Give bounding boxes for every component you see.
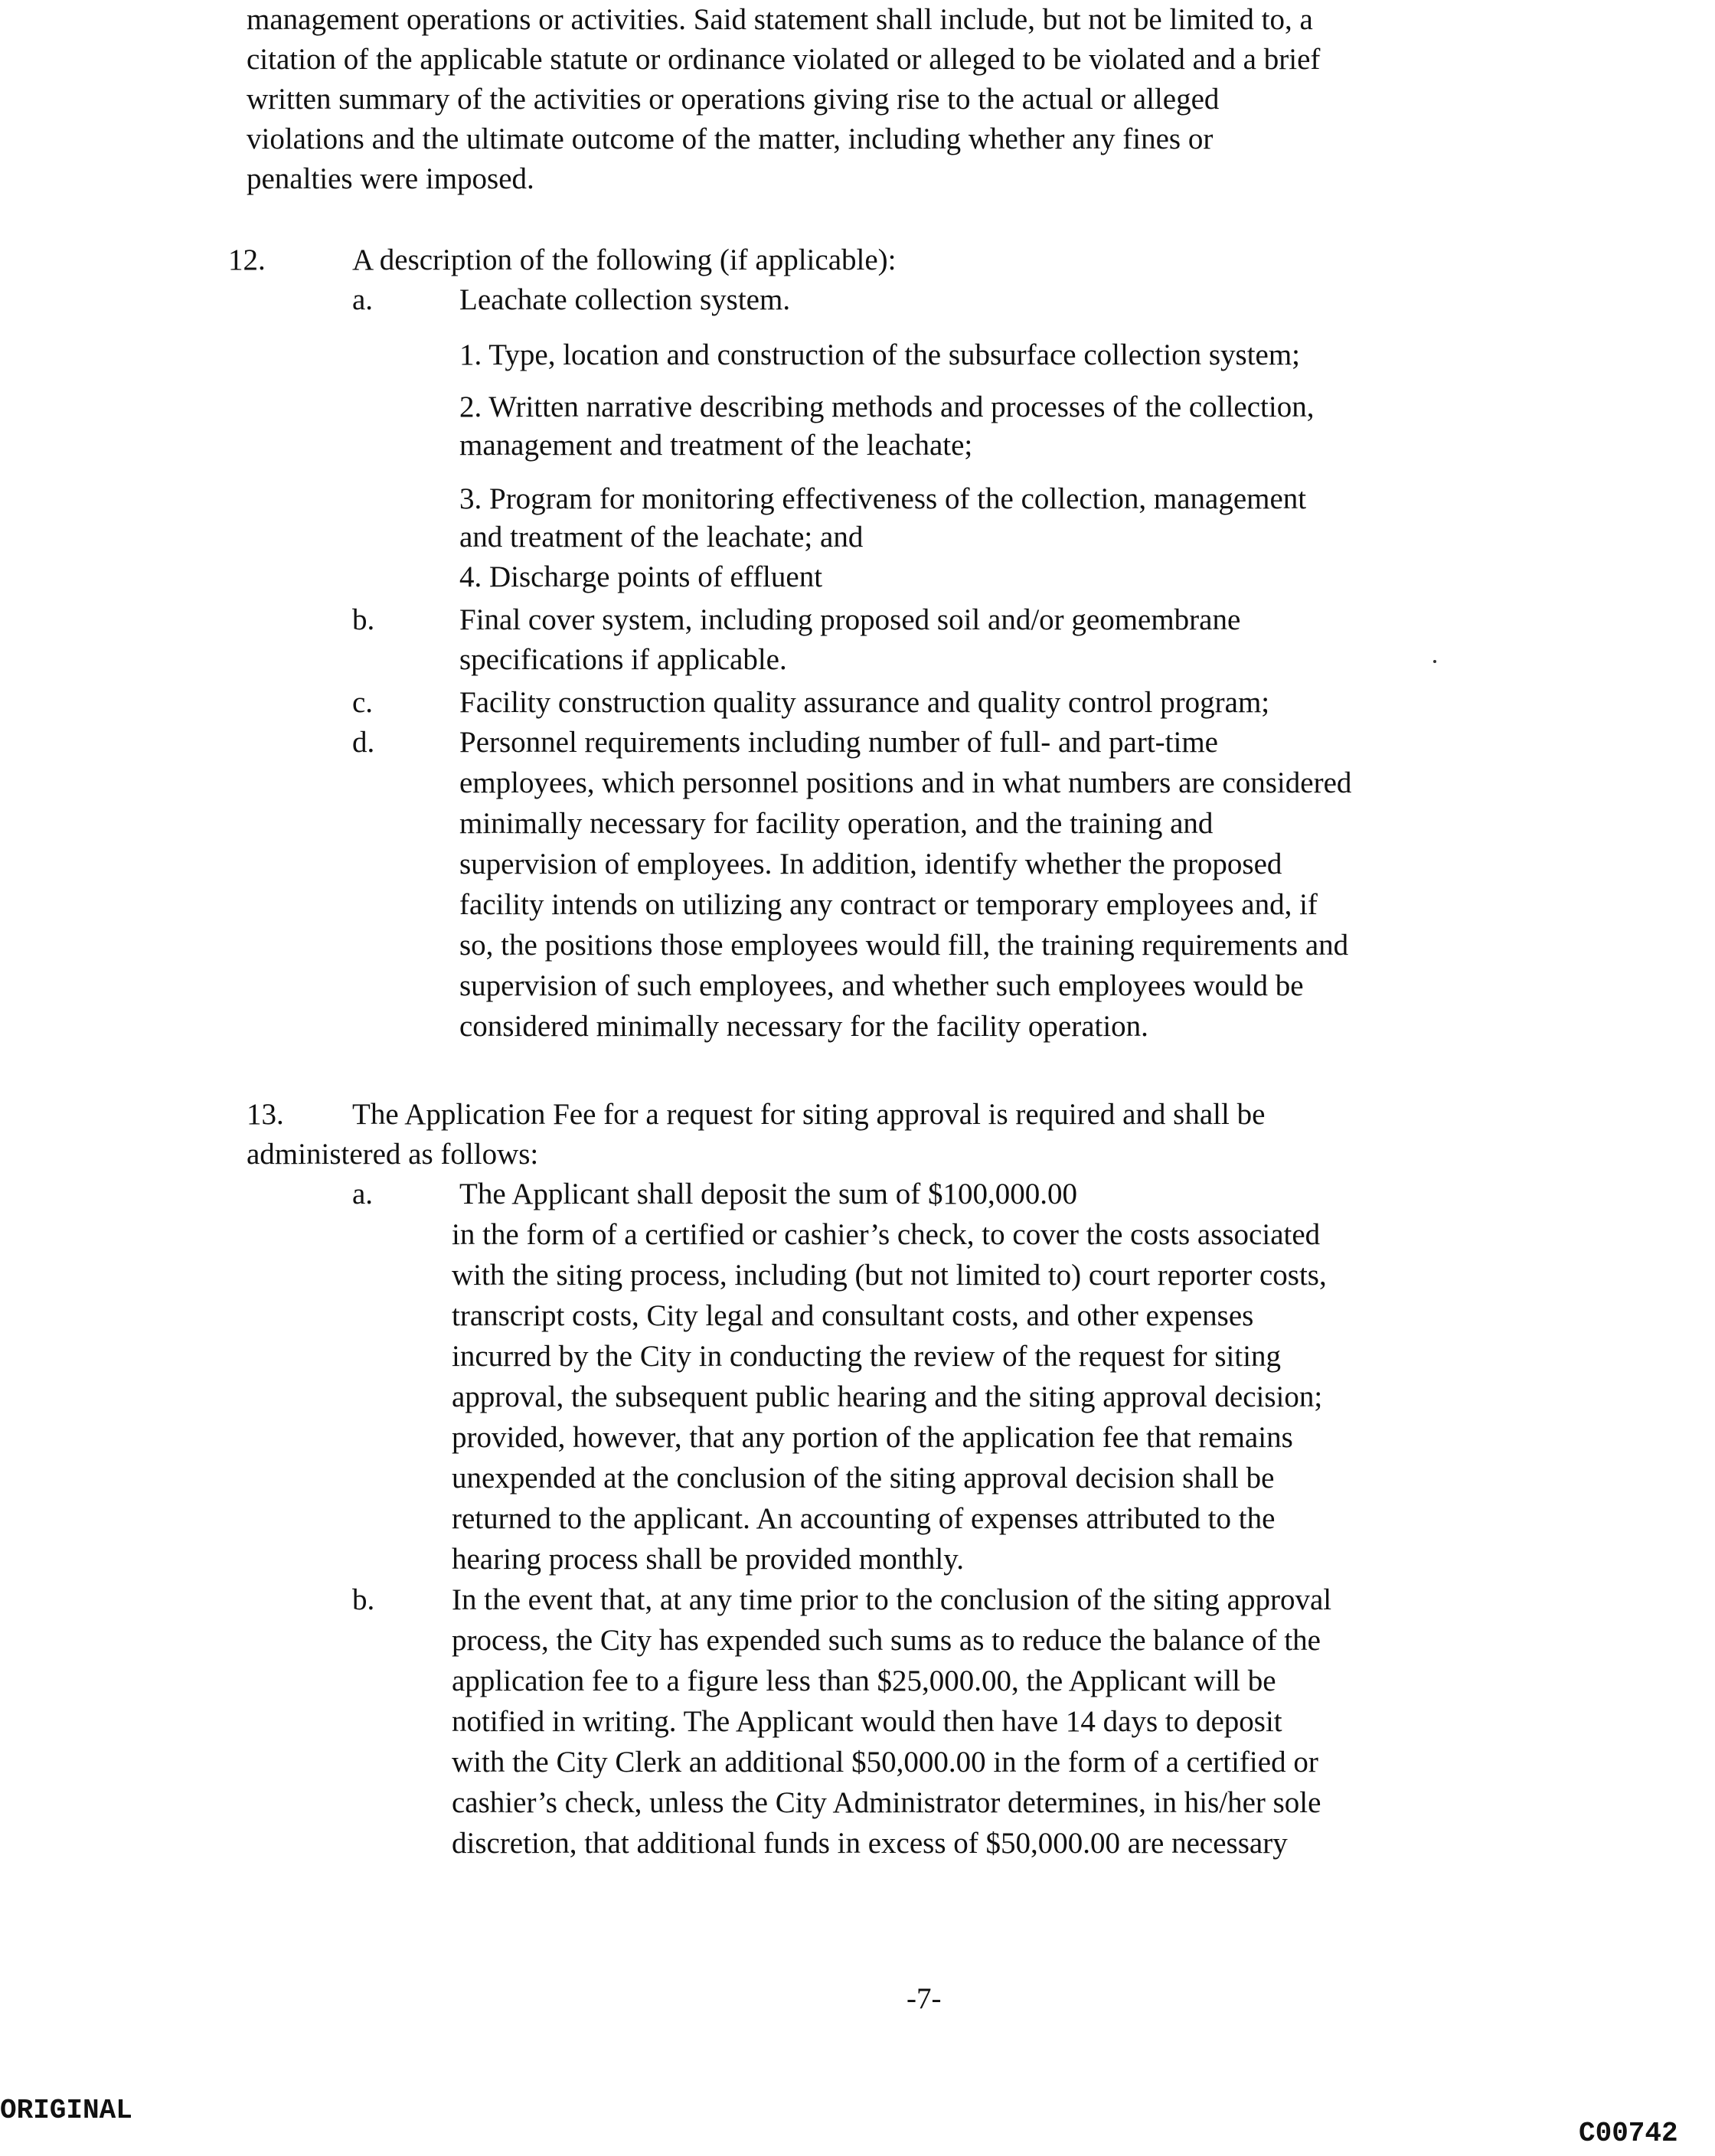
- item12-d-line-8: considered minimally necessary for the facility operation.: [459, 1010, 1148, 1043]
- scan-speck: [1433, 660, 1436, 663]
- item12-b-label: b.: [352, 603, 375, 636]
- item13-a-line-5: incurred by the City in conducting the review of the request for siting: [452, 1340, 1282, 1373]
- item12-a3-line-1: 3. Program for monitoring effectiveness of the collection, management: [459, 482, 1307, 515]
- item13-a-line-10: hearing process shall be provided monthly.: [452, 1543, 964, 1576]
- item12-d-line-2: employees, which personnel positions and in what numbers are considered: [459, 766, 1352, 799]
- item13-a-line-4: transcript costs, City legal and consultant costs, and other expenses: [452, 1299, 1254, 1332]
- intro-line-1: management operations or activities. Said statement shall include, but not be limited to, a: [247, 3, 1313, 36]
- item12-title: A description of the following (if applicable):: [352, 243, 897, 276]
- item13-b-line-1: In the event that, at any time prior to the conclusion of the siting approval: [452, 1583, 1332, 1616]
- item13-a-line-3: with the siting process, including (but not limited to) court reporter costs,: [452, 1259, 1327, 1292]
- item12-c: Facility construction quality assurance and quality control program;: [459, 686, 1270, 719]
- item12-d-line-1: Personnel requirements including number of full- and part-time: [459, 726, 1218, 759]
- intro-line-4: violations and the ultimate outcome of the matter, including whether any fines or: [247, 122, 1214, 155]
- item12-d-line-5: facility intends on utilizing any contract or temporary employees and, if: [459, 888, 1318, 921]
- item13-a-line-9: returned to the applicant. An accounting of expenses attributed to the: [452, 1502, 1276, 1535]
- item12-a2-line-2: management and treatment of the leachate;: [459, 429, 973, 462]
- item13-b-line-4: notified in writing. The Applicant would then have 14 days to deposit: [452, 1705, 1282, 1738]
- item13-b-line-5: with the City Clerk an additional $50,000.00 in the form of a certified or: [452, 1746, 1318, 1779]
- item13-a-line-6: approval, the subsequent public hearing and the siting approval decision;: [452, 1380, 1323, 1413]
- item12-a-label: a.: [352, 283, 374, 316]
- item13-number: 13.: [247, 1098, 284, 1131]
- item12-c-label: c.: [352, 686, 374, 719]
- item13-a-line-2: in the form of a certified or cashier’s check, to cover the costs associated: [452, 1218, 1321, 1251]
- item12-d-line-3: minimally necessary for facility operation, and the training and: [459, 807, 1214, 840]
- item12-b-line-1: Final cover system, including proposed soil and/or geomembrane: [459, 603, 1241, 636]
- page-number: -7-: [906, 1982, 942, 2015]
- item12-d-line-7: supervision of such employees, and whether such employees would be: [459, 969, 1304, 1002]
- intro-line-3: written summary of the activities or operations giving rise to the actual or alleged: [247, 83, 1220, 116]
- intro-line-5: penalties were imposed.: [247, 162, 534, 195]
- item13-b-line-3: application fee to a figure less than $25,000.00, the Applicant will be: [452, 1664, 1276, 1697]
- item13-b-line-2: process, the City has expended such sums as to reduce the balance of the: [452, 1624, 1321, 1657]
- item12-d-line-6: so, the positions those employees would fill, the training requirements and: [459, 929, 1349, 962]
- item13-a-line-1: The Applicant shall deposit the sum of $100,000.00: [459, 1178, 1077, 1210]
- item13-b-line-7: discretion, that additional funds in excess of $50,000.00 are necessary: [452, 1827, 1288, 1860]
- item12-d-line-4: supervision of employees. In addition, identify whether the proposed: [459, 848, 1282, 880]
- intro-line-2: citation of the applicable statute or ordinance violated or alleged to be violated and a brief: [247, 43, 1321, 76]
- item12-a4: 4. Discharge points of effluent: [459, 560, 823, 593]
- item12-b-line-2: specifications if applicable.: [459, 643, 787, 676]
- original-stamp: ORIGINAL: [0, 2095, 132, 2126]
- item13-a-line-8: unexpended at the conclusion of the siting approval decision shall be: [452, 1462, 1275, 1494]
- item12-d-label: d.: [352, 726, 375, 759]
- item12-a-title: Leachate collection system.: [459, 283, 791, 316]
- bates-number: C00742: [1579, 2118, 1678, 2149]
- item12-number: 12.: [228, 243, 266, 276]
- item13-intro-line-1: The Application Fee for a request for siting approval is required and shall be: [352, 1098, 1266, 1131]
- item12-a2-line-1: 2. Written narrative describing methods and processes of the collection,: [459, 390, 1315, 423]
- item13-b-label: b.: [352, 1583, 375, 1616]
- item12-a3-line-2: and treatment of the leachate; and: [459, 521, 864, 554]
- item13-intro-line-2: administered as follows:: [247, 1138, 539, 1171]
- item13-b-line-6: cashier’s check, unless the City Administrator determines, in his/her sole: [452, 1786, 1321, 1819]
- item13-a-line-7: provided, however, that any portion of the application fee that remains: [452, 1421, 1293, 1454]
- item12-a1: 1. Type, location and construction of the subsurface collection system;: [459, 338, 1301, 371]
- item13-a-label: a.: [352, 1178, 374, 1210]
